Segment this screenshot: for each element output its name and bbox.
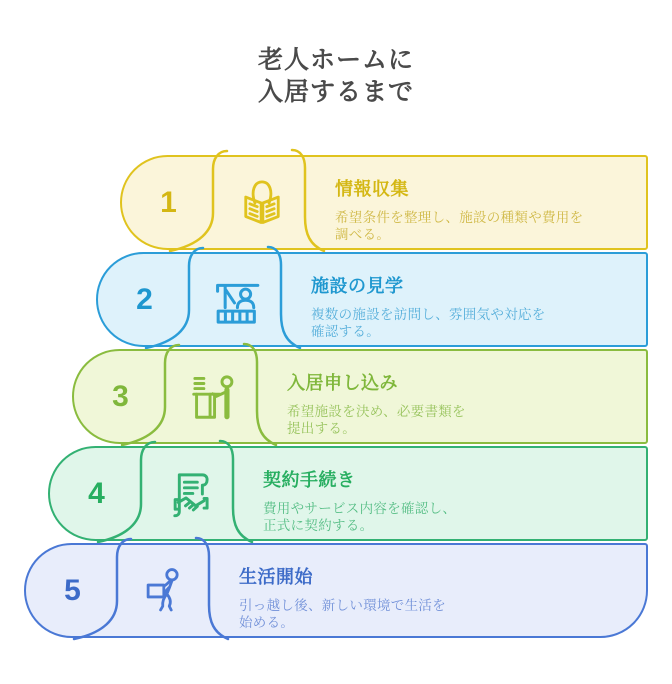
step-row-3 [72, 349, 648, 444]
step-number-badge: 4 [88, 476, 105, 510]
step-description [335, 209, 634, 243]
step-description [263, 500, 634, 534]
step-description-line: 引っ越し後、新しい環境で生活を [239, 598, 446, 613]
step-description-line: 複数の施設を訪問し、雰囲気や対応を [311, 307, 546, 322]
step-heading: 情報収集 [335, 179, 409, 199]
step-text-block [335, 157, 634, 243]
step-heading: 契約手続き [263, 470, 356, 490]
step-number-badge: 5 [64, 573, 81, 607]
step-description [239, 597, 634, 631]
step-heading: 施設の見学 [311, 276, 404, 296]
moving-in-icon [132, 545, 200, 636]
facility-tour-icon [204, 254, 272, 345]
step-number-badge: 2 [136, 282, 153, 316]
step-row-2 [96, 252, 648, 347]
reading-newspaper-icon [228, 157, 296, 248]
step-row-4 [48, 446, 648, 541]
step-text-block [239, 545, 634, 631]
step-text-block [287, 351, 634, 437]
step-description-line: 調べる。 [335, 227, 391, 242]
step-row-5 [24, 543, 648, 638]
step-description-line: 希望施設を決め、必要書類を [287, 404, 466, 419]
step-row-1 [120, 155, 648, 250]
contract-handshake-icon [156, 448, 224, 539]
page-title-line-2: 入居するまで [257, 78, 414, 106]
step-description-line: 始める。 [239, 615, 295, 630]
step-description-line: 提出する。 [287, 421, 356, 436]
step-description-line: 希望条件を整理し、施設の種類や費用を [335, 210, 584, 225]
step-description-line: 費用やサービス内容を確認し、 [263, 501, 457, 516]
step-number-badge: 1 [160, 185, 177, 219]
step-description [287, 403, 634, 437]
step-description [311, 306, 634, 340]
step-description-line: 確認する。 [311, 324, 380, 339]
step-number-badge: 3 [112, 379, 129, 413]
page-title-line-1: 老人ホームに [257, 46, 414, 74]
application-desk-icon [180, 351, 248, 442]
step-text-block [311, 254, 634, 340]
page-title [0, 44, 672, 108]
step-text-block [263, 448, 634, 534]
step-description-line: 正式に契約する。 [263, 518, 374, 533]
step-heading: 生活開始 [239, 567, 313, 587]
step-heading: 入居申し込み [287, 373, 398, 393]
